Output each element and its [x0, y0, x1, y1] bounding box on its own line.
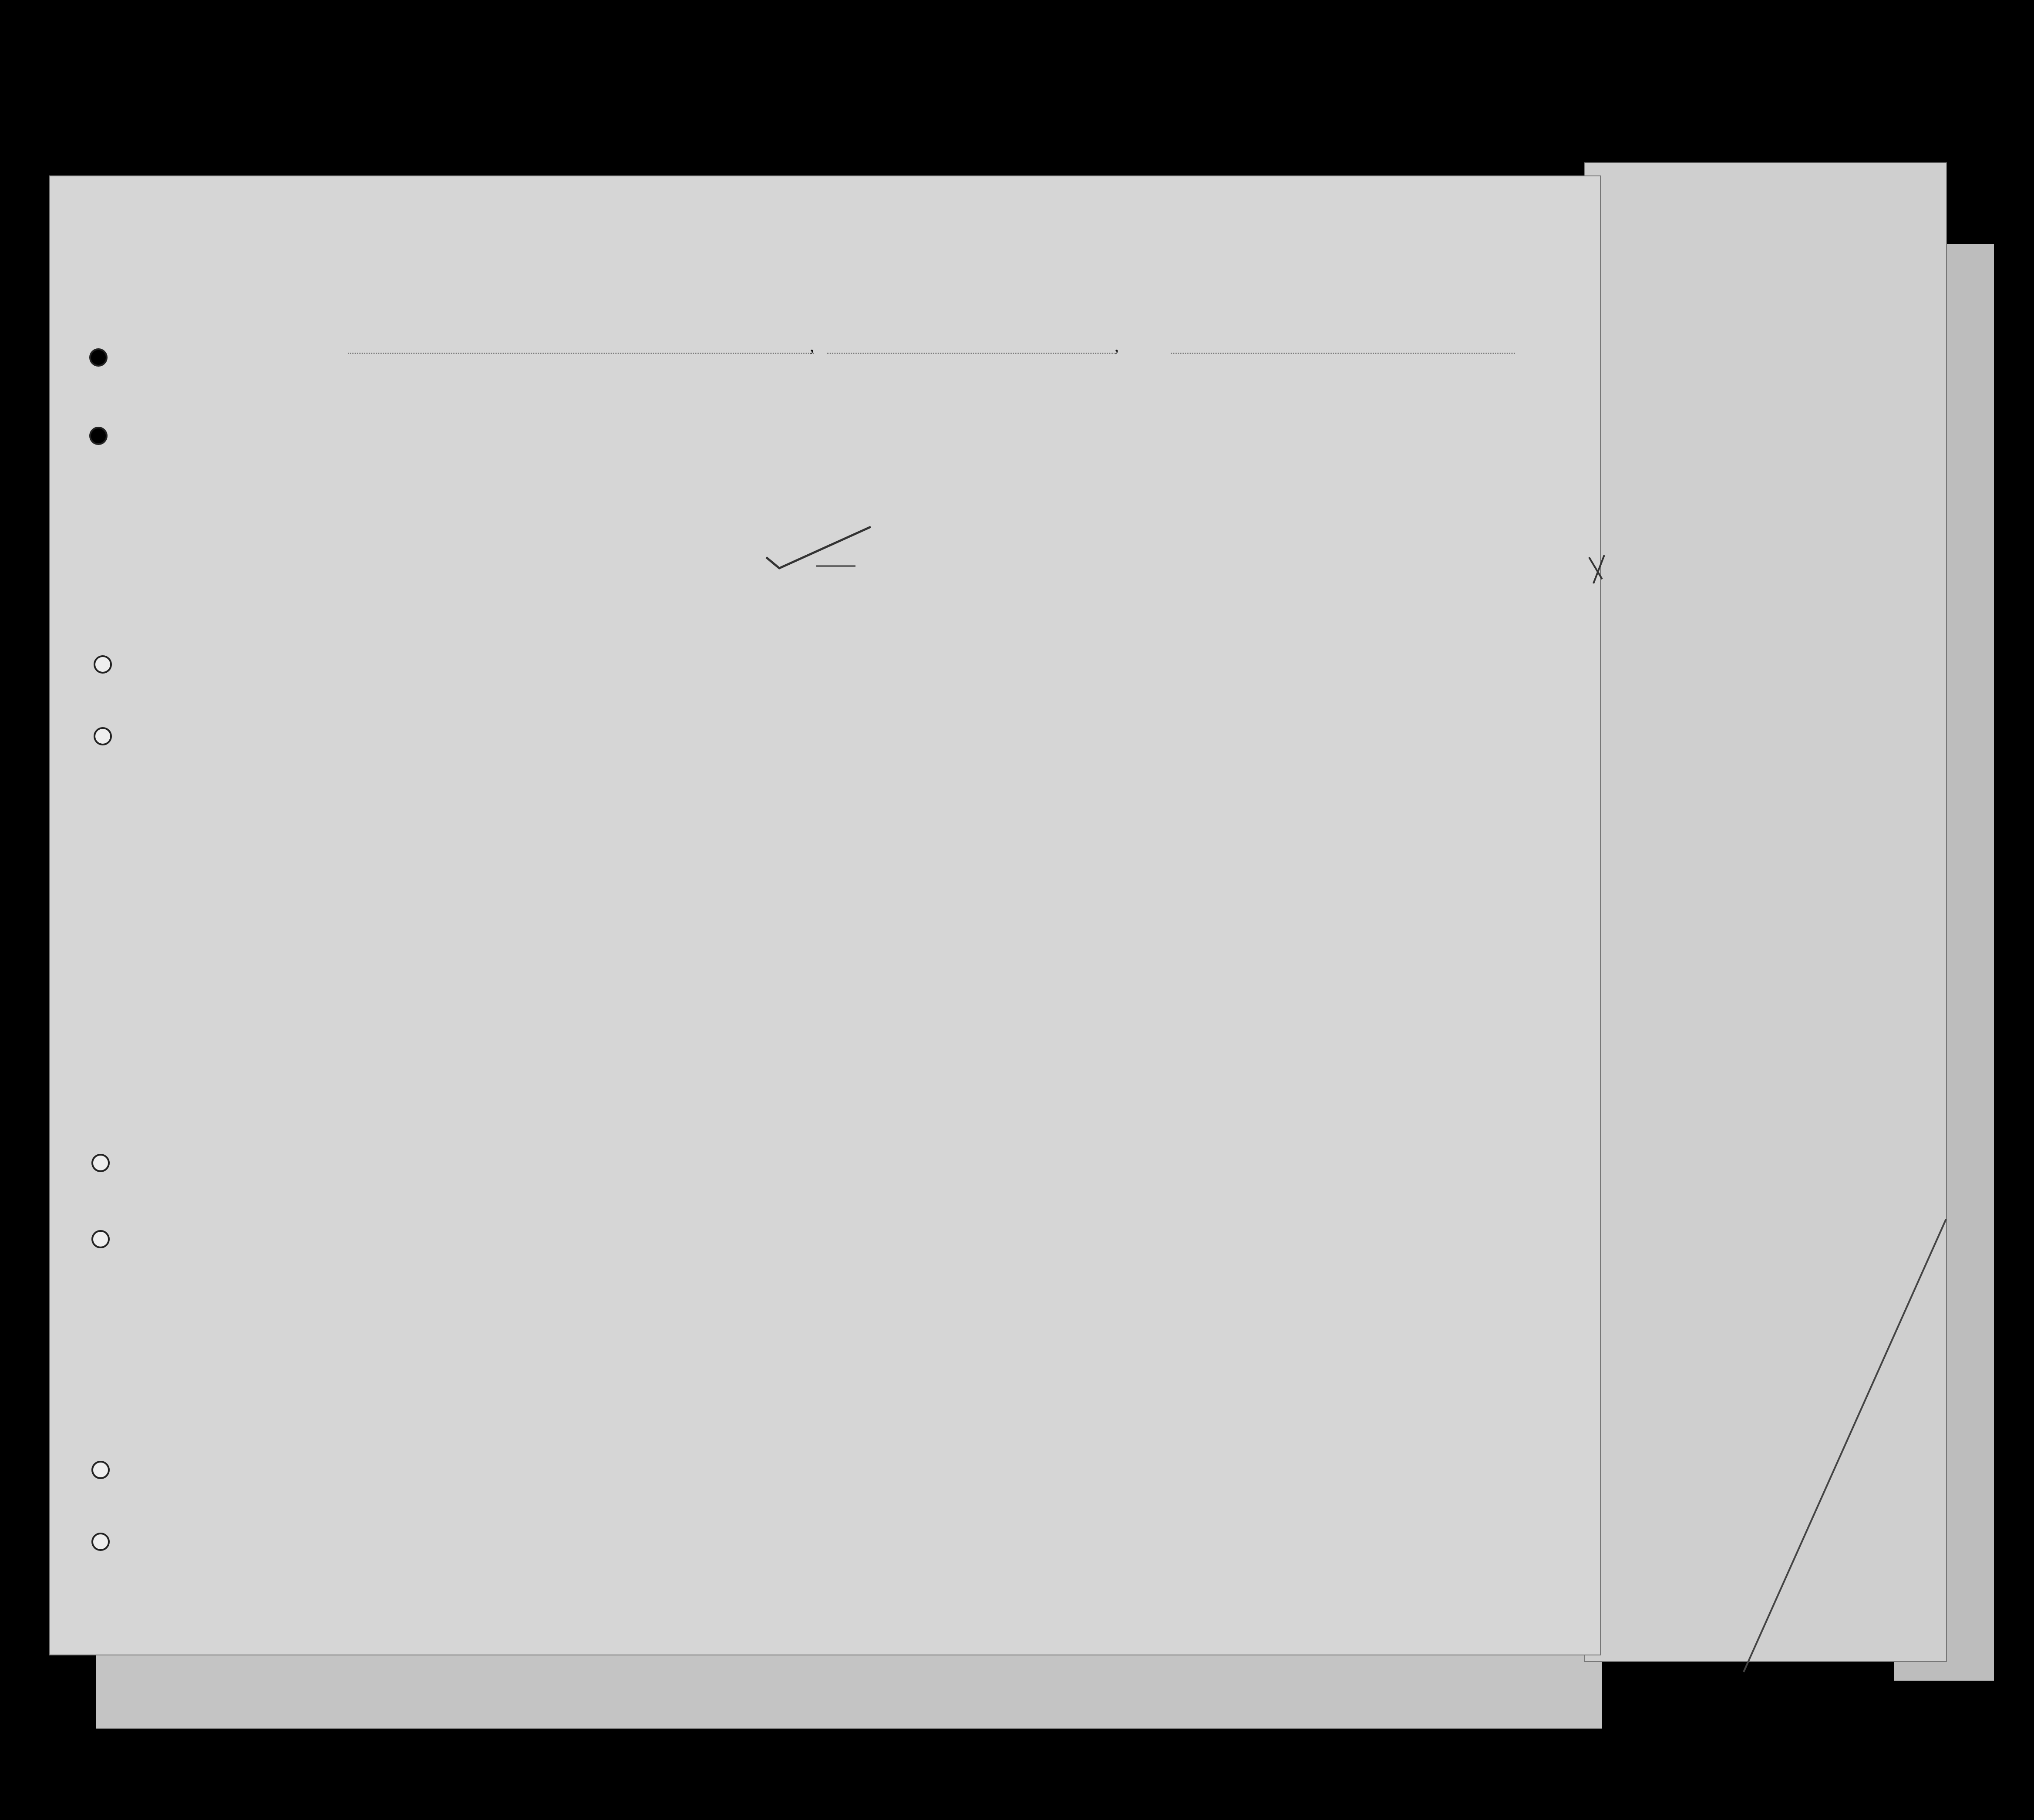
comma: , — [810, 336, 814, 355]
comma: , — [1115, 336, 1119, 355]
strike-line — [816, 565, 855, 567]
diagonal-line — [1741, 1219, 1950, 1676]
check-mark-icon — [762, 522, 875, 570]
tick-mark-icon — [1585, 553, 1611, 588]
